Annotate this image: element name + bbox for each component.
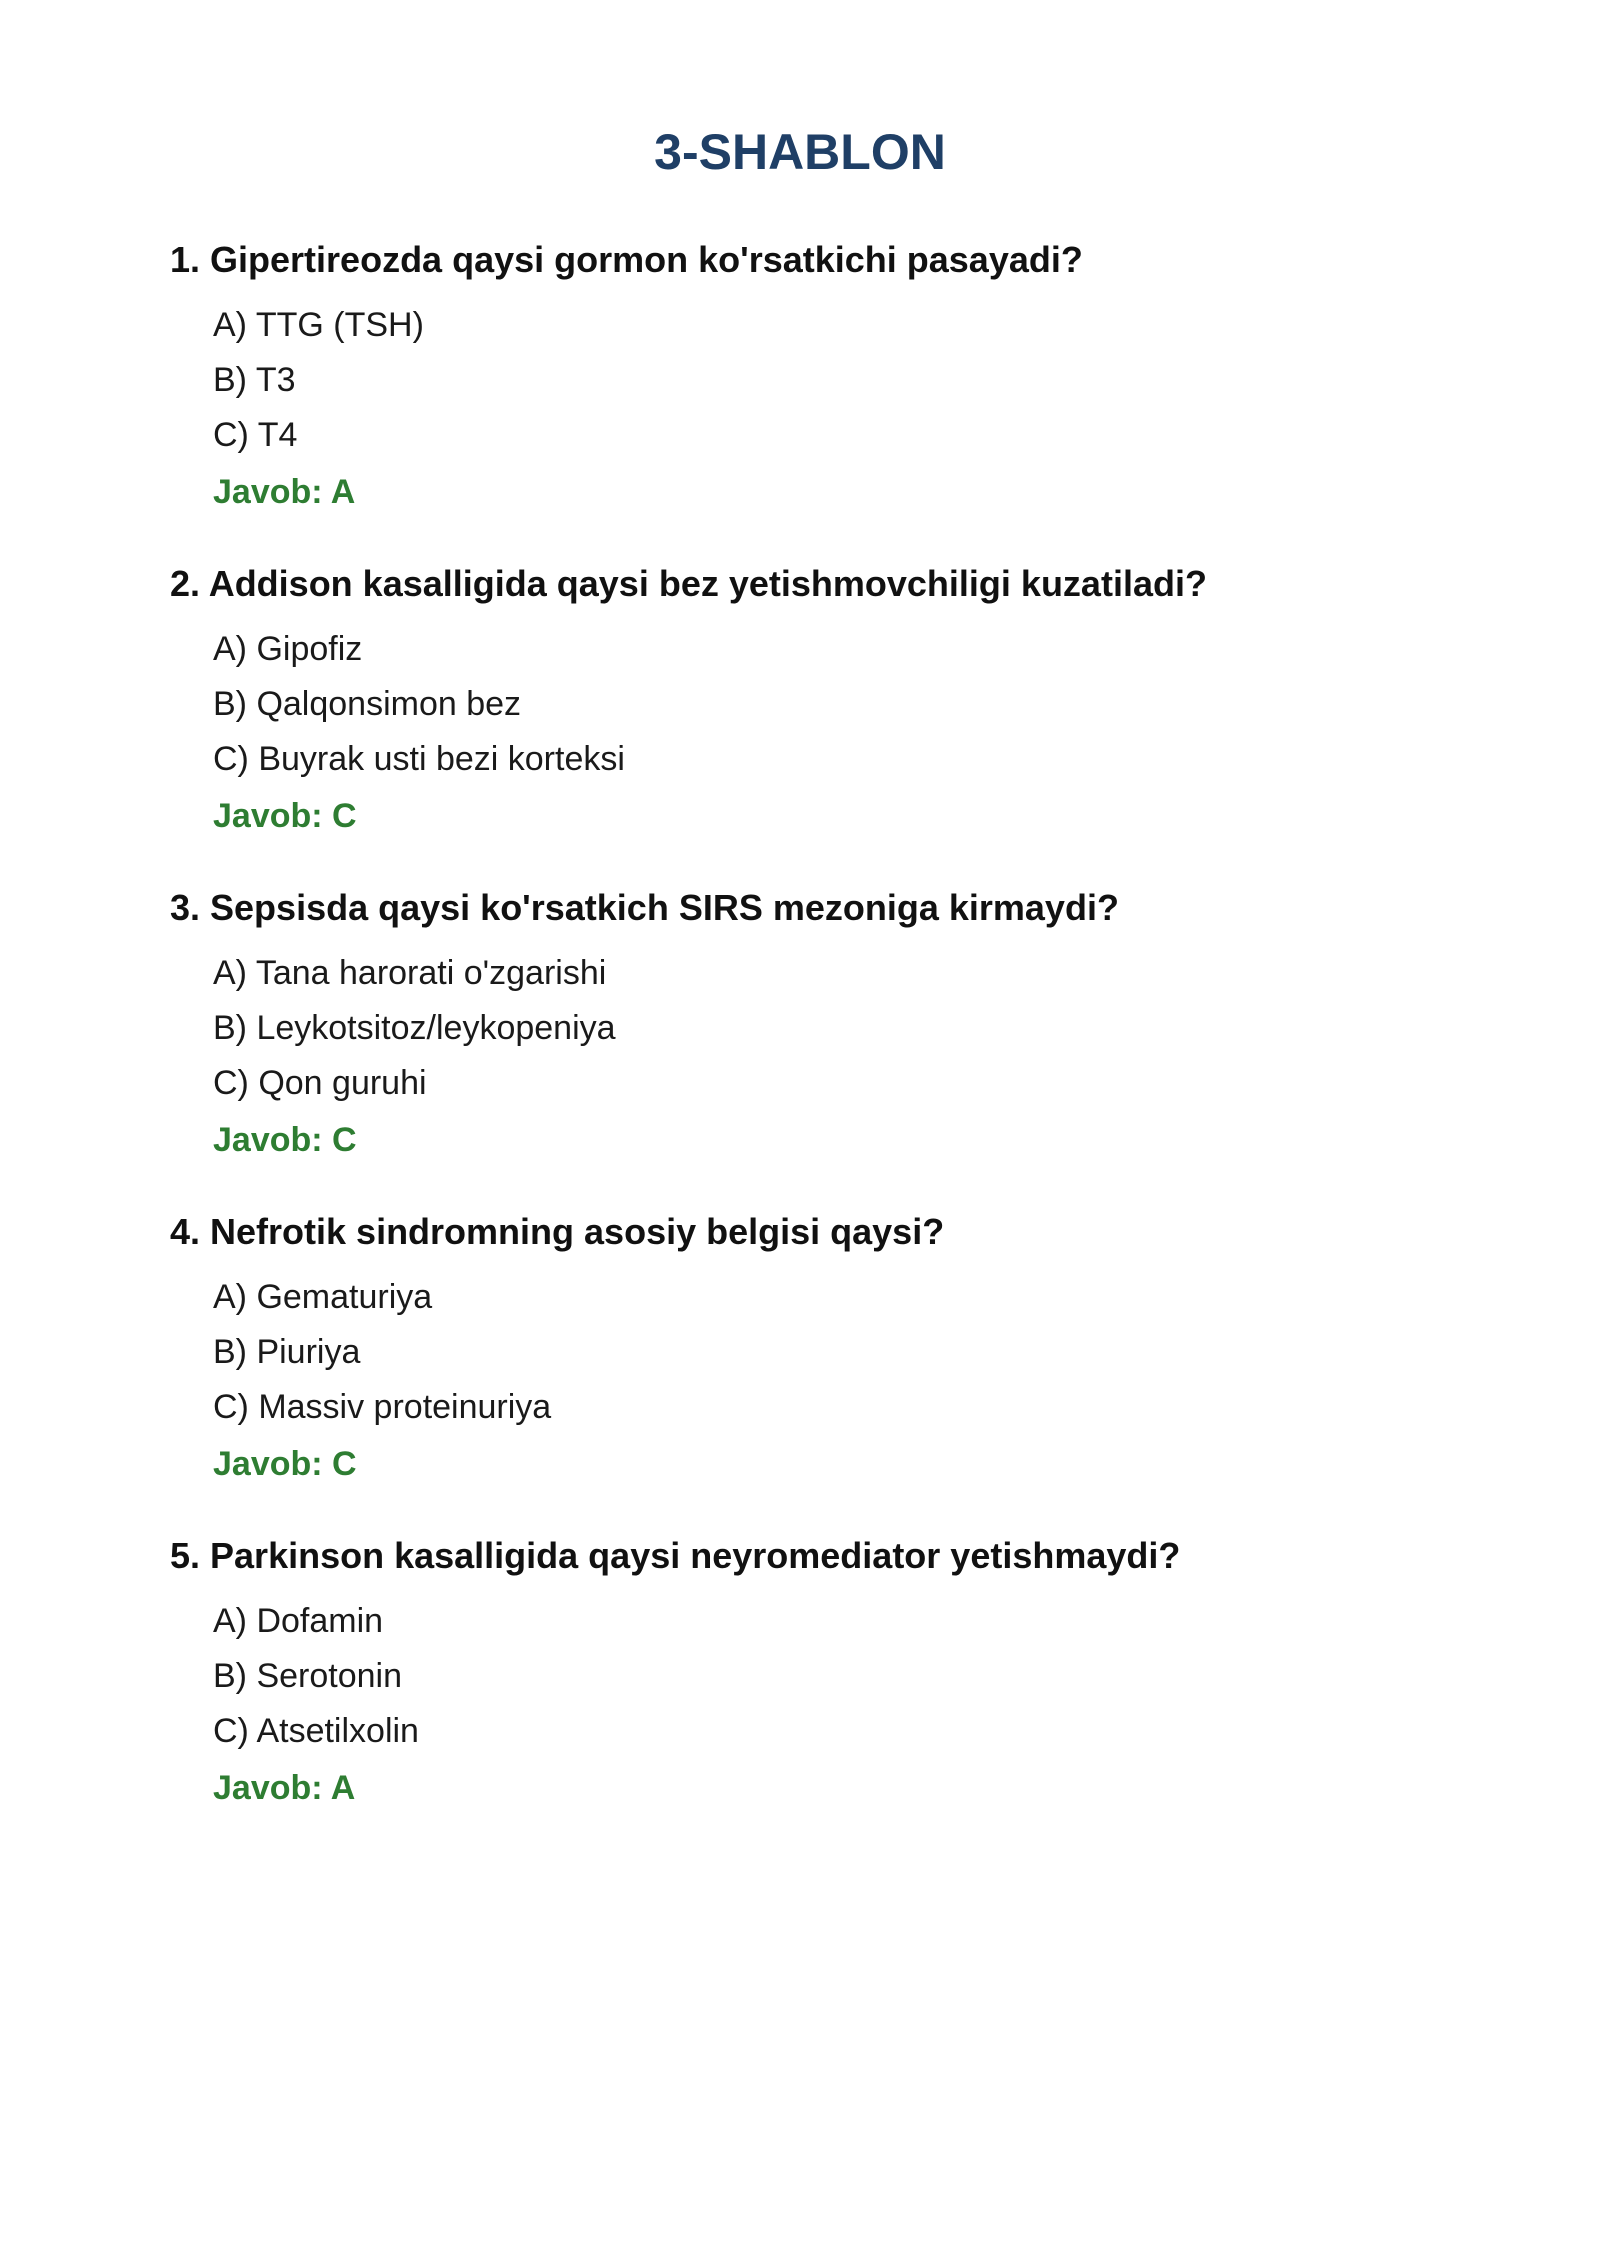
option-c: C) T4 (213, 416, 298, 454)
answer-label: Javob: A (213, 473, 356, 511)
option-b: B) Serotonin (213, 1657, 402, 1695)
option-a: A) TTG (TSH) (213, 306, 424, 344)
option-b: B) Qalqonsimon bez (213, 685, 522, 723)
option-a: A) Tana harorati o'zgarishi (213, 954, 607, 992)
option-c: C) Buyrak usti bezi korteksi (213, 740, 625, 778)
question-text: 5. Parkinson kasalligida qaysi neyromediator yetishmaydi? (170, 1535, 1181, 1576)
option-b: B) T3 (213, 361, 296, 399)
question-text: 3. Sepsisda qaysi ko'rsatkich SIRS mezoniga kirmaydi? (170, 887, 1119, 928)
option-c: C) Qon guruhi (213, 1064, 427, 1102)
option-a: A) Gematuriya (213, 1278, 433, 1316)
question-text: 4. Nefrotik sindromning asosiy belgisi qaysi? (170, 1211, 945, 1252)
question-block-3 (170, 884, 1600, 1169)
answer-label: Javob: C (213, 797, 357, 835)
option-a: A) Gipofiz (213, 630, 363, 668)
option-a: A) Dofamin (213, 1602, 384, 1640)
option-b: B) Piuriya (213, 1333, 361, 1371)
option-c: C) Massiv proteinuriya (213, 1388, 552, 1426)
answer-label: Javob: C (213, 1445, 357, 1483)
answer-label: Javob: A (213, 1769, 356, 1807)
option-c: C) Atsetilxolin (213, 1712, 419, 1750)
question-block-2 (170, 560, 1600, 845)
question-text: 2. Addison kasalligida qaysi bez yetishmovchiligi kuzatiladi? (170, 563, 1207, 604)
question-block-1 (170, 236, 1600, 521)
page-title: 3-SHABLON (654, 124, 946, 180)
question-block-4 (170, 1208, 1600, 1493)
answer-label: Javob: C (213, 1121, 357, 1159)
question-block-5 (170, 1532, 1600, 1817)
option-b: B) Leykotsitoz/leykopeniya (213, 1009, 616, 1047)
question-text: 1. Gipertireozda qaysi gormon ko'rsatkichi pasayadi? (170, 239, 1083, 280)
